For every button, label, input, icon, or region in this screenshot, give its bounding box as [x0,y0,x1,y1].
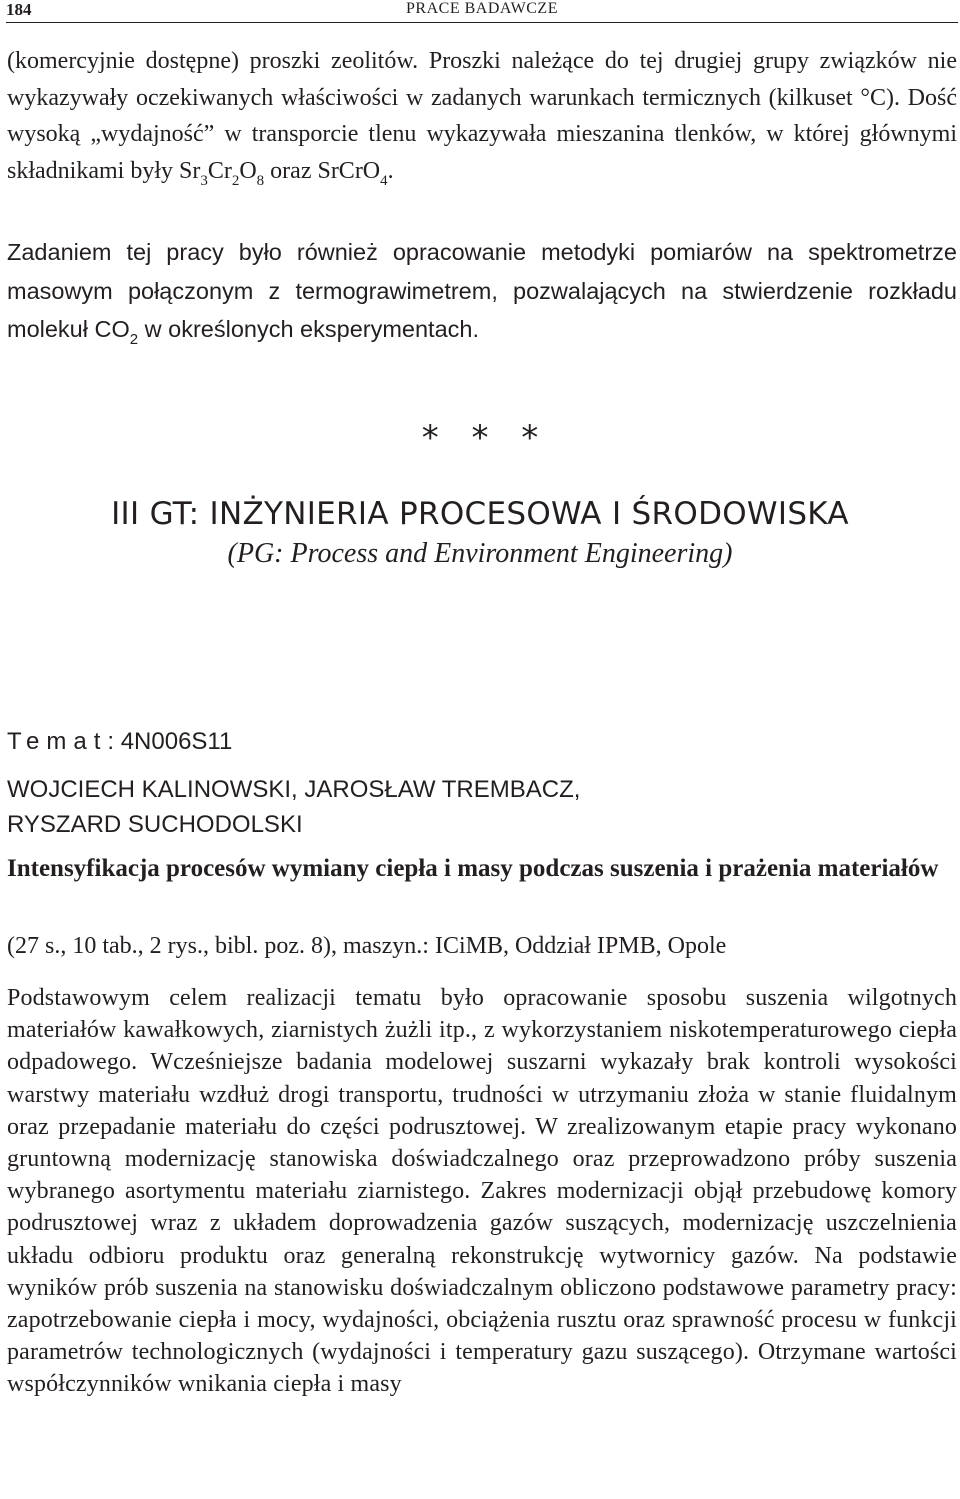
formula-sub: 3 [200,172,208,189]
authors [7,772,580,842]
section-title: III GT: INŻYNIERIA PROCESOWA I ŚRODOWISKA [111,496,849,532]
formula-co: CO [94,316,130,342]
topic-line [7,728,232,756]
formula-sub: 2 [231,172,240,189]
intro-p2-text: Zadaniem tej pracy było również opracowanie metodyki pomiarów na spektrometrze masowym połączonym z termograwimetrem, pozwalających na stwierdzenie rozkładu molekuł [7,239,957,342]
topic-separator: : [107,728,121,755]
section-separator: * * * [421,418,539,458]
publication-title: Intensyfikacja procesów wymiany ciepła i masy podczas suszenia i prażenia materiałów [7,855,939,882]
subtitle-open-paren: ( [227,538,237,569]
formula-sub: 8 [256,172,265,189]
formula-co2 [94,316,139,348]
authors-line-1: WOJCIECH KALINOWSKI, JAROSŁAW TREMBACZ, [7,776,581,803]
subtitle-close-paren: ) [723,538,733,569]
section-subtitle [0,538,960,570]
abstract-paragraph: Podstawowym celem realizacji tematu było opracowanie sposobu suszenia wilgotnych materiałów kawałkowych, ziarnistych żużli itp., z wykorzystaniem niskotemperaturowego ciepła odpadowego. Wcześniejsze badania modelowej suszarni wykazały brak kontroli wysokości warstwy materiału wzdłuż drogi transportu, trudności w utrzymaniu złoża w stanie fluidalnym oraz przepadanie materiału do części podrusztowej. W zrealizowanym etapie pracy wykonano gruntowną modernizację stanowiska doświadczalnego oraz przeprowadzono próby suszenia wybranego asortymentu materiału ziarnistego. Zakres modernizacji objął przebudowę komory podrusztowej wraz z układem doprowadzenia gazów suszących, modernizację uszczelnienia układu odbioru produktu oraz generalną rekonstrukcję wytwornicy gazów. Na podstawie wyników prób suszenia na stanowisku doświadczalnym obliczono podstawowe parametry pracy: zapotrzebowanie ciepła i mocy, wydajności, obciążenia rusztu oraz sprawność procesu w funkcji parametrów technologicznych (wydajności i temperatury gazu suszącego). Otrzymane wartości współczynników wnikania ciepła i masy [7,985,957,1398]
subtitle-text: PG: Process and Environment Engineering [236,538,724,569]
formula-sr: Sr [178,157,201,184]
formula-srcro4 [317,157,388,189]
topic-code: 4N006S11 [120,728,233,755]
intro-paragraph-1 [7,43,957,189]
authors-line-2: RYSZARD SUCHODOLSKI [7,811,303,838]
intro-p1-end: . [387,157,394,184]
topic-label: Temat [7,728,108,755]
formula-cr: Cr [207,157,232,184]
page-number: 184 [6,0,32,19]
intro-p2-end: w określonych eksperymentach. [138,316,480,342]
formula-sub: 2 [129,331,139,348]
page-header [6,0,958,23]
intro-connector: oraz [264,157,318,184]
formula-sub: 4 [380,172,388,189]
intro-p1-text: (komercyjnie dostępne) proszki zeolitów. Proszki należące do tej drugiej grupy związków nie wykazywały oczekiwanych właściwości w zadanych warunkach termicznych (kilkuset °C). Dość wysoką „wydajność” w transporcie tlenu wykazywała mieszanina tlenków, w której głównymi składnikami były [7,48,957,184]
formula-sr3cr2o8 [178,157,265,189]
formula-o: O [239,157,257,184]
formula-srcro: SrCrO [317,157,381,184]
intro-paragraph-2 [7,233,957,349]
publication-details: (27 s., 10 tab., 2 rys., bibl. poz. 8), maszyn.: ICiMB, Oddział IPMB, Opole [7,933,727,959]
running-head: PRACE BADAWCZE [406,0,558,17]
